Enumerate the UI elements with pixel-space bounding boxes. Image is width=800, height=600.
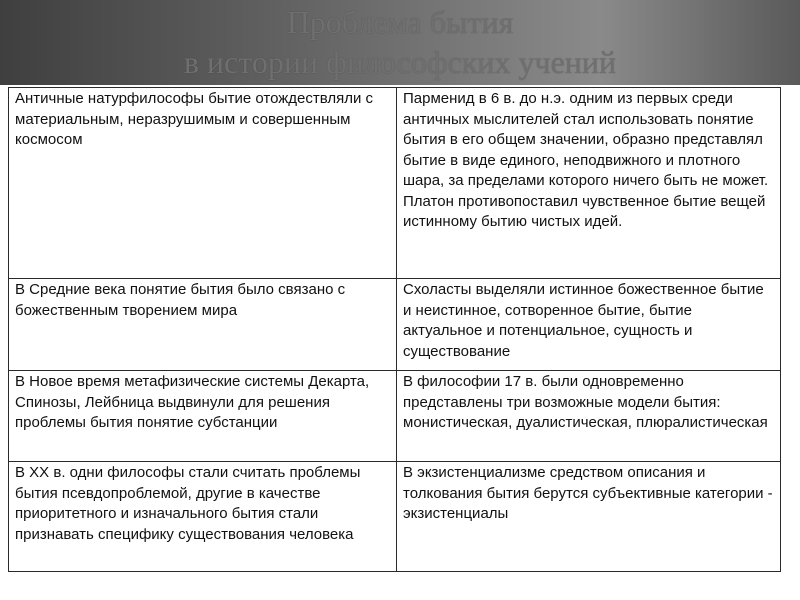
- slide-header: [0, 0, 800, 85]
- cell-text: В философии 17 в. были одновременно представлены три возможные модели бытия: монистическая, дуалистическая, плюралистическая: [403, 373, 768, 431]
- cell-text: Платон противопоставил чувственное бытие вещей истинному бытию чистых идей.: [403, 192, 766, 230]
- cell-right: [397, 88, 781, 279]
- title-line-1: Проблема бытия: [286, 4, 514, 40]
- cell-text: В ХХ в. одни философы стали считать проблемы бытия псевдопроблемой, другие в качестве приоритетного и изначального бытия стали признавать специфику существования человека: [15, 464, 361, 543]
- cell-text: Схоласты выделяли истинное божественное бытие и неистинное, сотворенное бытие, бытие актуальное и потенциальное, сущность и существование: [403, 281, 764, 360]
- cell-text: Античные натурфилософы бытие отождествляли с материальным, неразрушимым и совершенным космосом: [15, 90, 374, 148]
- cell-text: Парменид в 6 в. до н.э. одним из первых среди античных мыслителей стал использовать понятие бытия в его общем значении, образно представлял бытие в виде единого, неподвижного и плотного шара, за пределами которого ничего быть не может.: [403, 90, 769, 189]
- cell-right: [397, 462, 781, 572]
- cell-left: [9, 279, 397, 371]
- cell-left: [9, 371, 397, 462]
- cell-text: В Новое время метафизические системы Декарта, Спинозы, Лейбница выдвинули для решения проблемы бытия понятие субстанции: [15, 373, 370, 431]
- philosophy-table: [8, 87, 781, 572]
- table-row: [9, 88, 781, 279]
- table-row: [9, 371, 781, 462]
- table-row: [9, 279, 781, 371]
- cell-text: В экзистенциализме средством описания и толкования бытия берутся субъективные категории - экзистенциалы: [403, 464, 773, 522]
- cell-left: [9, 462, 397, 572]
- table-row: [9, 462, 781, 572]
- cell-left: [9, 88, 397, 279]
- slide-title: [0, 2, 800, 82]
- title-line-2: в истории философских учений: [183, 44, 617, 80]
- cell-right: [397, 371, 781, 462]
- cell-text: В Средние века понятие бытия было связано с божественным творением мира: [15, 281, 346, 319]
- cell-right: [397, 279, 781, 371]
